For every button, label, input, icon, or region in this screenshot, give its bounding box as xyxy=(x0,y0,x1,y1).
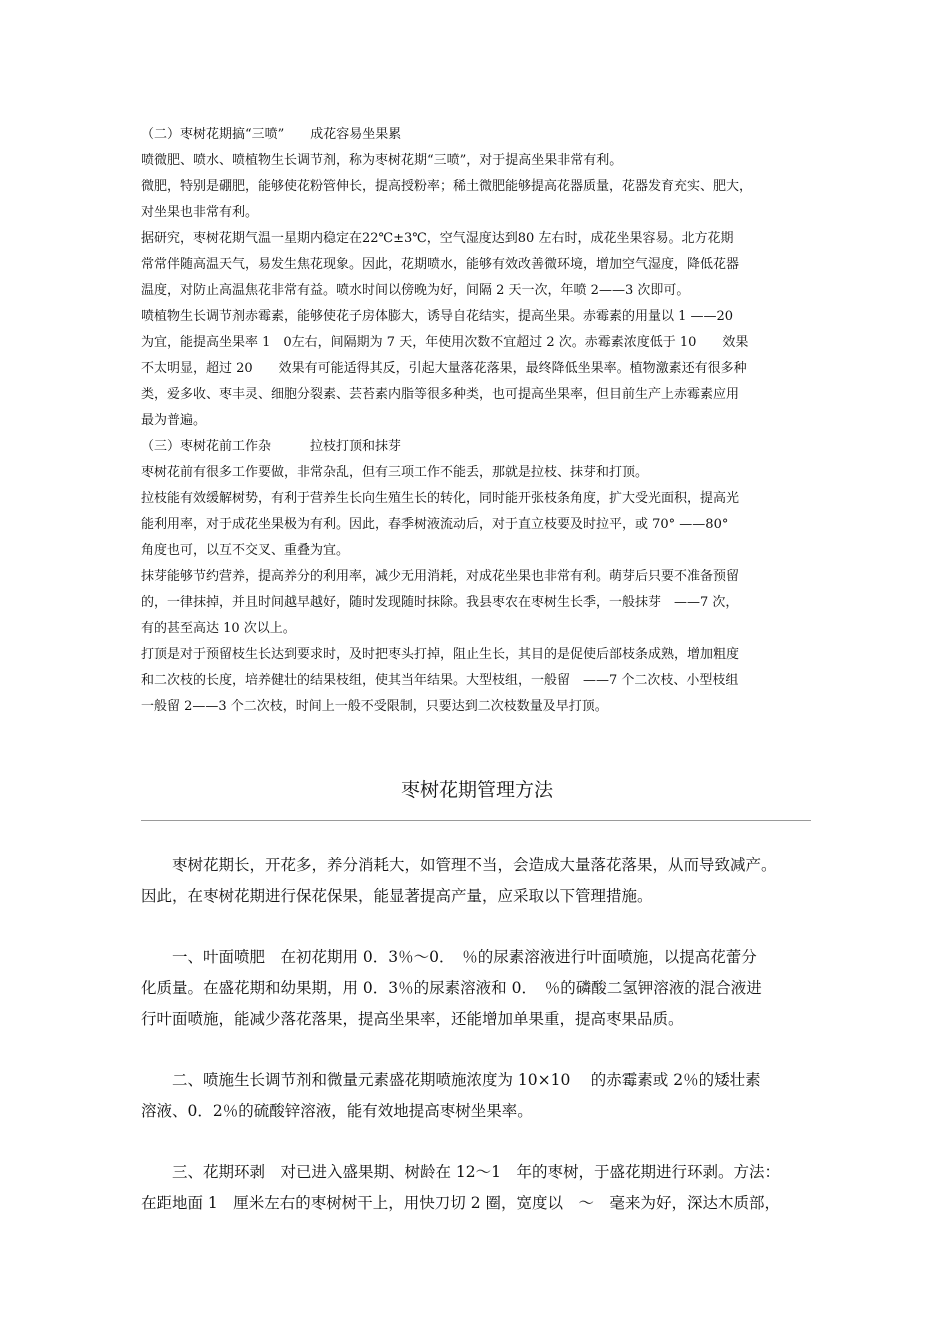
text-line: 枣树花前有很多工作要做，非常杂乱，但有三项工作不能丢，那就是拉枝、抹芽和打顶。 xyxy=(141,465,649,480)
article-title: 枣树花期管理方法 xyxy=(400,779,553,801)
text-line: 打顶是对于预留枝生长达到要求时，及时把枣头打掉，阻止生长，其目的是促使后部枝条成熟，增加粗度 xyxy=(141,647,740,662)
text-line: 二、喷施生长调节剂和微量元素盛花期喷施浓度为 10×10 的赤霉素或 2％的矮壮素 xyxy=(141,1071,761,1089)
text-line: 的，一律抹掉，并且时间越早越好，随时发现随时抹除。我县枣农在枣树生长季，一般抹芽 ——7 次， xyxy=(141,595,739,610)
text-line: 类，爱多收、枣丰灵、细胞分裂素、芸苔素内脂等很多种类，也可提高坐果率，但目前生产上赤霉素应用 xyxy=(141,387,740,402)
text-line: 据研究，枣树花期气温一星期内稳定在22℃±3℃，空气湿度达到80 左右时，成花坐果容易。北方花期 xyxy=(141,231,734,246)
text-line: 角度也可，以互不交叉、重叠为宜。 xyxy=(141,543,350,558)
text-line: 不太明显，超过 20 效果有可能适得其反，引起大量落花落果，最终降低坐果率。植物激素还有很多种 xyxy=(141,361,747,376)
title-divider xyxy=(141,820,811,821)
text-line: 枣树花期长，开花多，养分消耗大，如管理不当，会造成大量落花落果，从而导致减产。 xyxy=(141,856,777,874)
text-line: 常常伴随高温天气，易发生焦花现象。因此，花期喷水，能够有效改善微环境，增加空气湿度，降低花器 xyxy=(141,257,740,272)
text-line: 行叶面喷施，能减少落花落果，提高坐果率，还能增加单果重，提高枣果品质。 xyxy=(141,1010,684,1028)
text-line: 因此，在枣树花期进行保花保果，能显著提高产量，应采取以下管理措施。 xyxy=(141,887,653,905)
section-two xyxy=(141,850,813,1219)
text-line: 一、叶面喷肥 在初花期用 0．3％～0． ％的尿素溶液进行叶面喷施，以提高花蕾分 xyxy=(141,948,757,966)
text-line: 为宜，能提高坐果率 1 0左右，间隔期为 7 天，年使用次数不宜超过 2 次。赤霉素浓度低于 10 效果 xyxy=(141,335,749,350)
subheading-three: （三）枣树花前工作杂 拉枝打顶和抹芽 xyxy=(141,439,402,454)
paragraph-growth-regulator xyxy=(141,1065,813,1127)
section-one xyxy=(141,122,813,720)
paragraph-intro xyxy=(141,850,813,912)
text-line: 有的甚至高达 10 次以上。 xyxy=(141,621,296,636)
text-line: 喷植物生长调节剂赤霉素，能够使花子房体膨大，诱导自花结实，提高坐果。赤霉素的用量以 1 ——20 xyxy=(141,309,734,324)
text-line: 化质量。在盛花期和幼果期，用 0．3％的尿素溶液和 0． ％的磷酸二氢钾溶液的混合液进 xyxy=(141,979,762,997)
text-line: 喷微肥、喷水、喷植物生长调节剂，称为枣树花期“三喷”，对于提高坐果非常有利。 xyxy=(141,153,623,168)
text-line: 三、花期环剥 对已进入盛果期、树龄在 12～1 年的枣树，于盛花期进行环剥。方法： xyxy=(141,1163,781,1181)
paragraph-foliar-spray xyxy=(141,942,813,1035)
text-line: 和二次枝的长度，培养健壮的结果枝组，使其当年结果。大型枝组，一般留 ——7 个二次枝、小型枝组 xyxy=(141,673,739,688)
subheading-two: （二）枣树花期搞“三喷” 成花容易坐果累 xyxy=(141,127,402,142)
paragraph-girdling xyxy=(141,1157,813,1219)
text-line: 微肥，特别是硼肥，能够使花粉管伸长，提高授粉率；稀土微肥能够提高花器质量，花器发育充实、肥大， xyxy=(141,179,753,194)
text-line: 在距地面 1 厘米左右的枣树树干上，用快刀切 2 圈，宽度以 ～ 毫来为好，深达木质部， xyxy=(141,1194,781,1212)
text-line: 溶液、0．2％的硫酸锌溶液，能有效地提高枣树坐果率。 xyxy=(141,1102,533,1120)
text-line: 温度，对防止高温焦花非常有益。喷水时间以傍晚为好，间隔 2 天一次，年喷 2——3 次即可。 xyxy=(141,283,690,298)
text-line: 抹芽能够节约营养，提高养分的利用率，减少无用消耗，对成花坐果也非常有利。萌芽后只要不准备预留 xyxy=(141,569,740,584)
text-line: 一般留 2——3 个二次枝，时间上一般不受限制，只要达到二次枝数量及早打顶。 xyxy=(141,699,608,714)
text-line: 对坐果也非常有利。 xyxy=(141,205,259,220)
text-line: 能利用率，对于成花坐果极为有利。因此，春季树液流动后，对于直立枝要及时拉平，或 70° ——80° xyxy=(141,517,729,532)
text-line: 拉枝能有效缓解树势，有利于营养生长向生殖生长的转化，同时能开张枝条角度，扩大受光面积，提高光 xyxy=(141,491,740,506)
text-line: 最为普遍。 xyxy=(141,413,207,428)
